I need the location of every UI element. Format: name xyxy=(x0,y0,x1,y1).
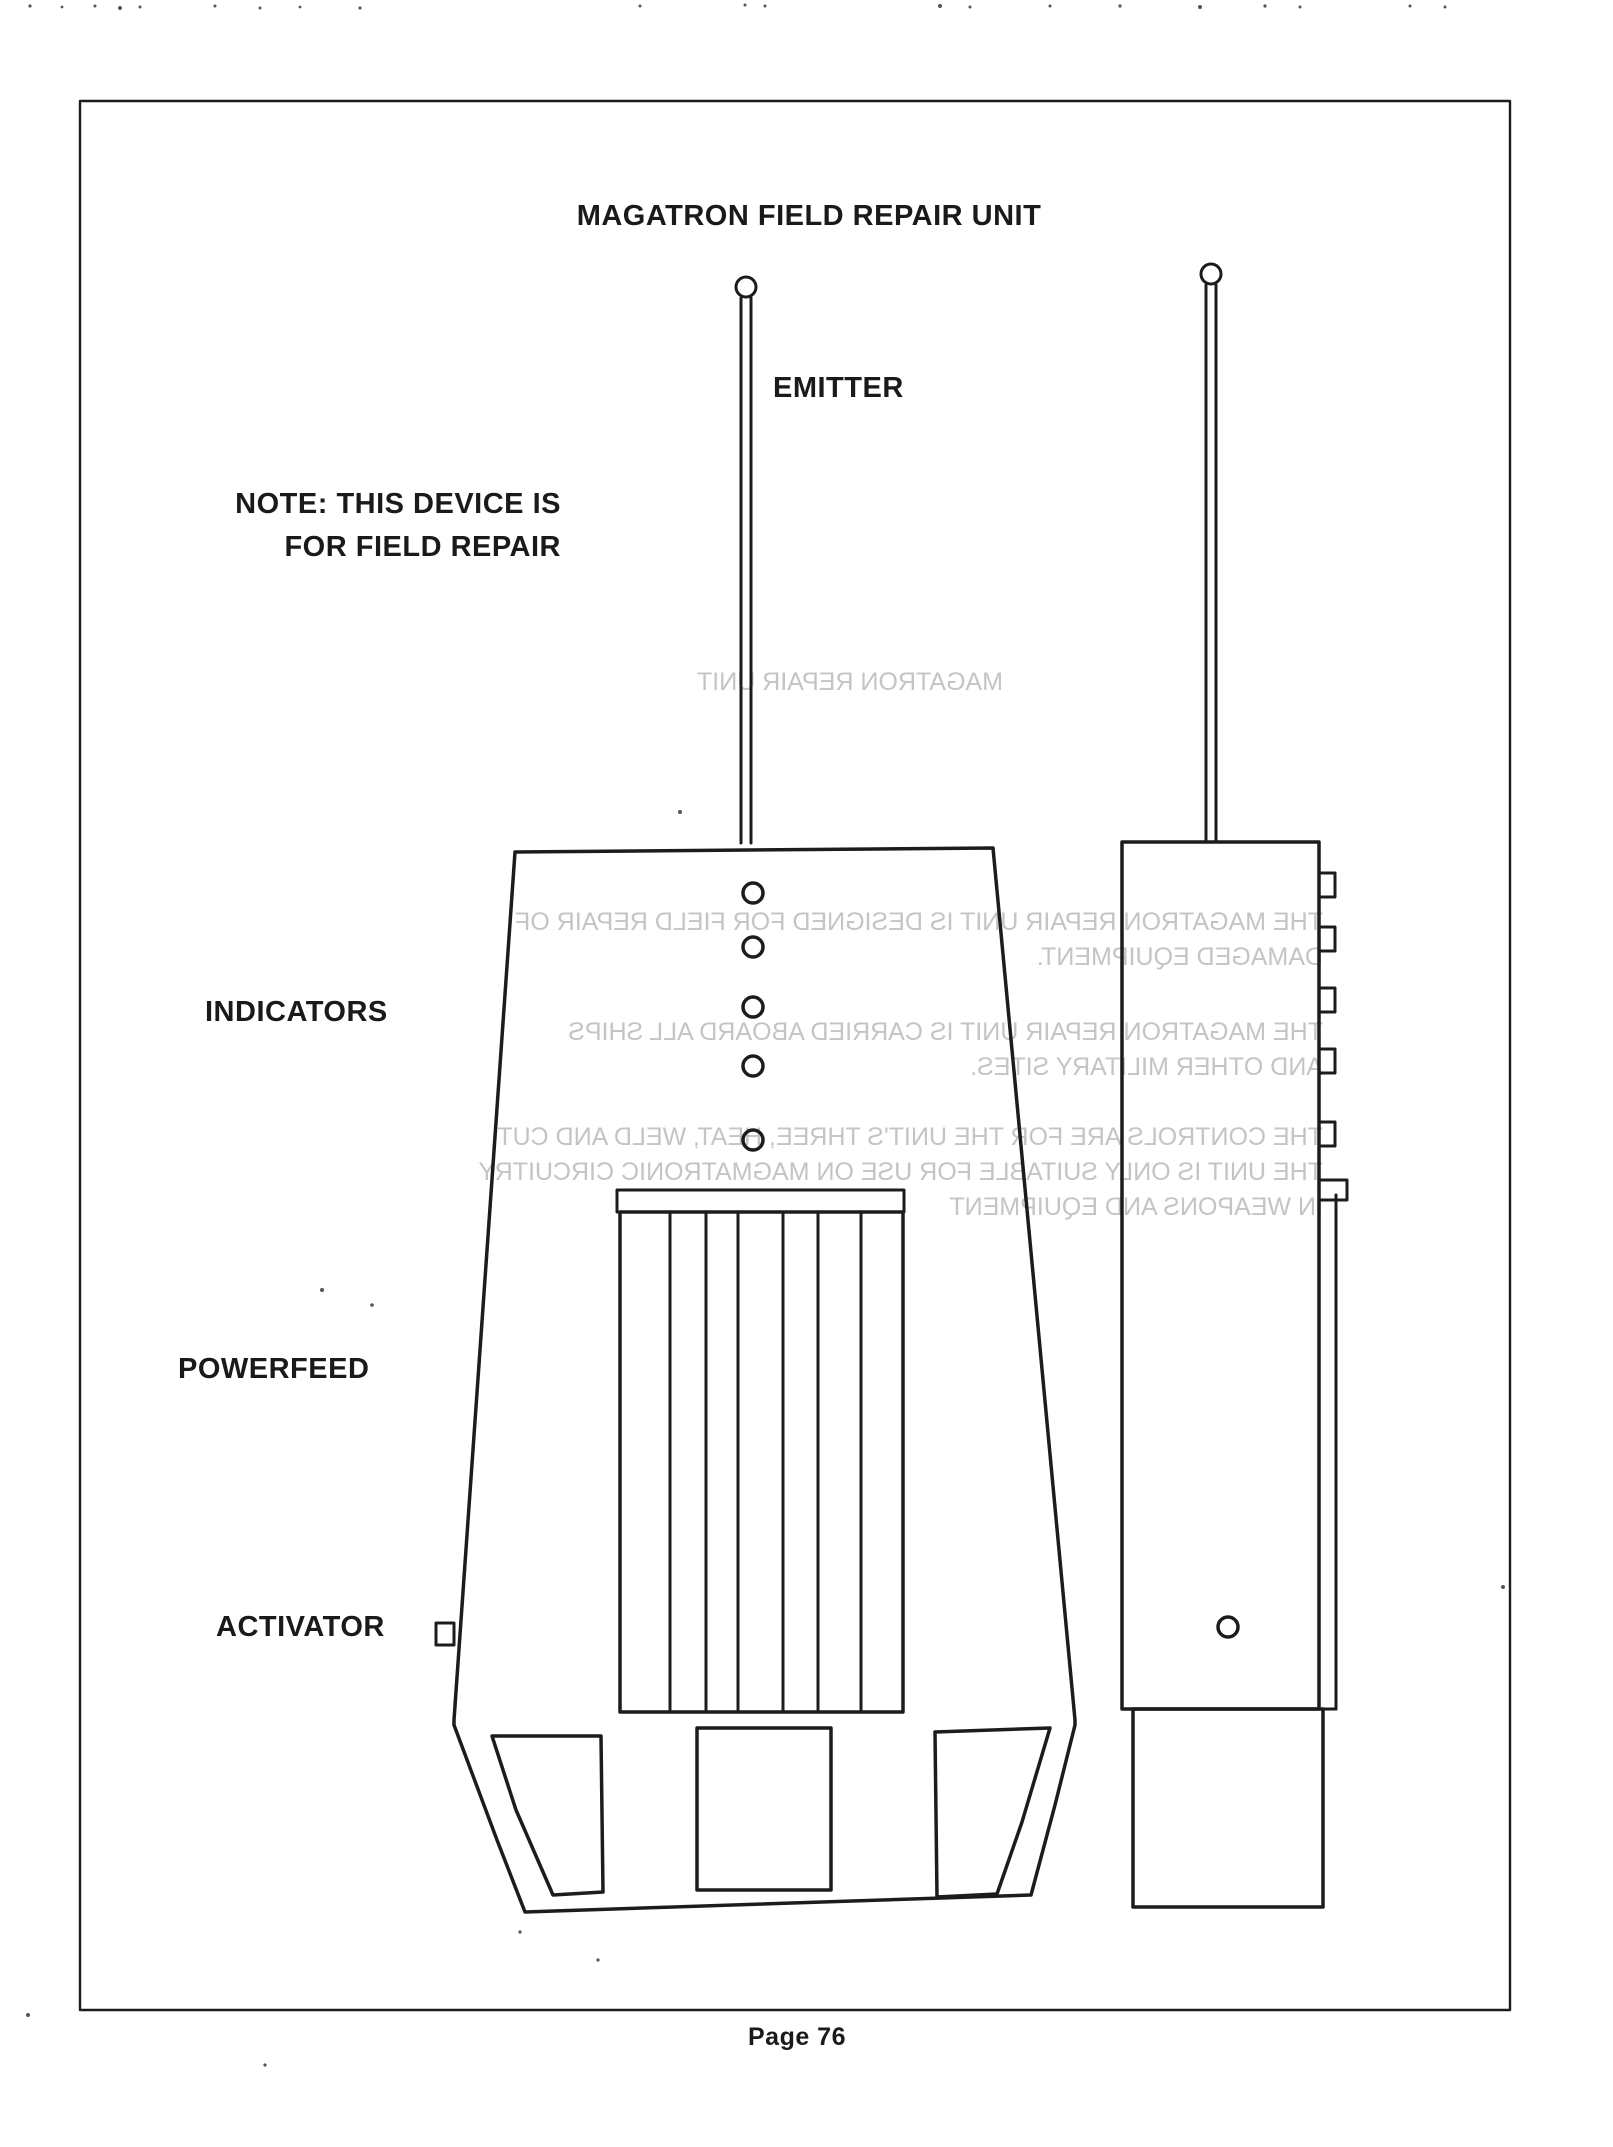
indicator-light xyxy=(743,997,763,1017)
bleed-line: THE MAGATRON REPAIR UNIT IS DESIGNED FOR FIELD REPAIR OF xyxy=(515,908,1323,936)
side-view xyxy=(1122,264,1347,1907)
side-indicator-light xyxy=(1218,1617,1238,1637)
indicator-light xyxy=(743,883,763,903)
bleed-line: THE MAGATRON REPAIR UNIT IS CARRIED ABOARD ALL SHIPS xyxy=(568,1018,1323,1046)
base-panel-center xyxy=(697,1728,831,1890)
front-view xyxy=(436,277,1075,1912)
bleed-line: THE UNIT IS ONLY SUITABLE FOR USE ON MAGMATRONIC CIRCUITRY xyxy=(478,1158,1323,1186)
front-emitter-antenna xyxy=(736,277,756,843)
base-panels xyxy=(492,1728,1050,1897)
base-panel-right xyxy=(935,1728,1050,1897)
indicator-light xyxy=(743,1056,763,1076)
indicator-light xyxy=(743,937,763,957)
note-line-2: FOR FIELD REPAIR xyxy=(284,531,561,563)
activator-switch xyxy=(436,1623,454,1645)
activator-label: ACTIVATOR xyxy=(216,1611,385,1643)
powerfeed-block xyxy=(617,1190,904,1712)
side-emitter-antenna xyxy=(1201,264,1221,842)
emitter-tip xyxy=(736,277,756,297)
side-button xyxy=(1319,873,1335,897)
side-emitter-tip xyxy=(1201,264,1221,284)
bleed-through-text xyxy=(478,668,1323,1221)
powerfeed-cap xyxy=(617,1190,904,1212)
note-line-1: NOTE: THIS DEVICE IS xyxy=(235,488,561,520)
bleed-heading: MAGATRON REPAIR UNIT xyxy=(696,668,1003,696)
side-base xyxy=(1133,1709,1323,1907)
emitter-label: EMITTER xyxy=(773,372,904,404)
side-button xyxy=(1319,988,1335,1012)
side-body xyxy=(1122,842,1319,1709)
page-title: MAGATRON FIELD REPAIR UNIT xyxy=(576,200,1042,232)
powerfeed-label: POWERFEED xyxy=(178,1353,370,1385)
bleed-line: DAMAGED EQUIPMENT. xyxy=(1036,943,1323,971)
indicators-label: INDICATORS xyxy=(205,996,388,1028)
bleed-line: IN WEAPONS AND EQUIPMENT xyxy=(949,1193,1323,1221)
page-number: Page 76 xyxy=(747,2023,847,2051)
bleed-line: THE CONTROLS ARE FOR THE UNIT'S THREE, HEAT, WELD AND CUT xyxy=(497,1123,1323,1151)
bleed-line: AND OTHER MILITARY SITES. xyxy=(970,1053,1323,1081)
